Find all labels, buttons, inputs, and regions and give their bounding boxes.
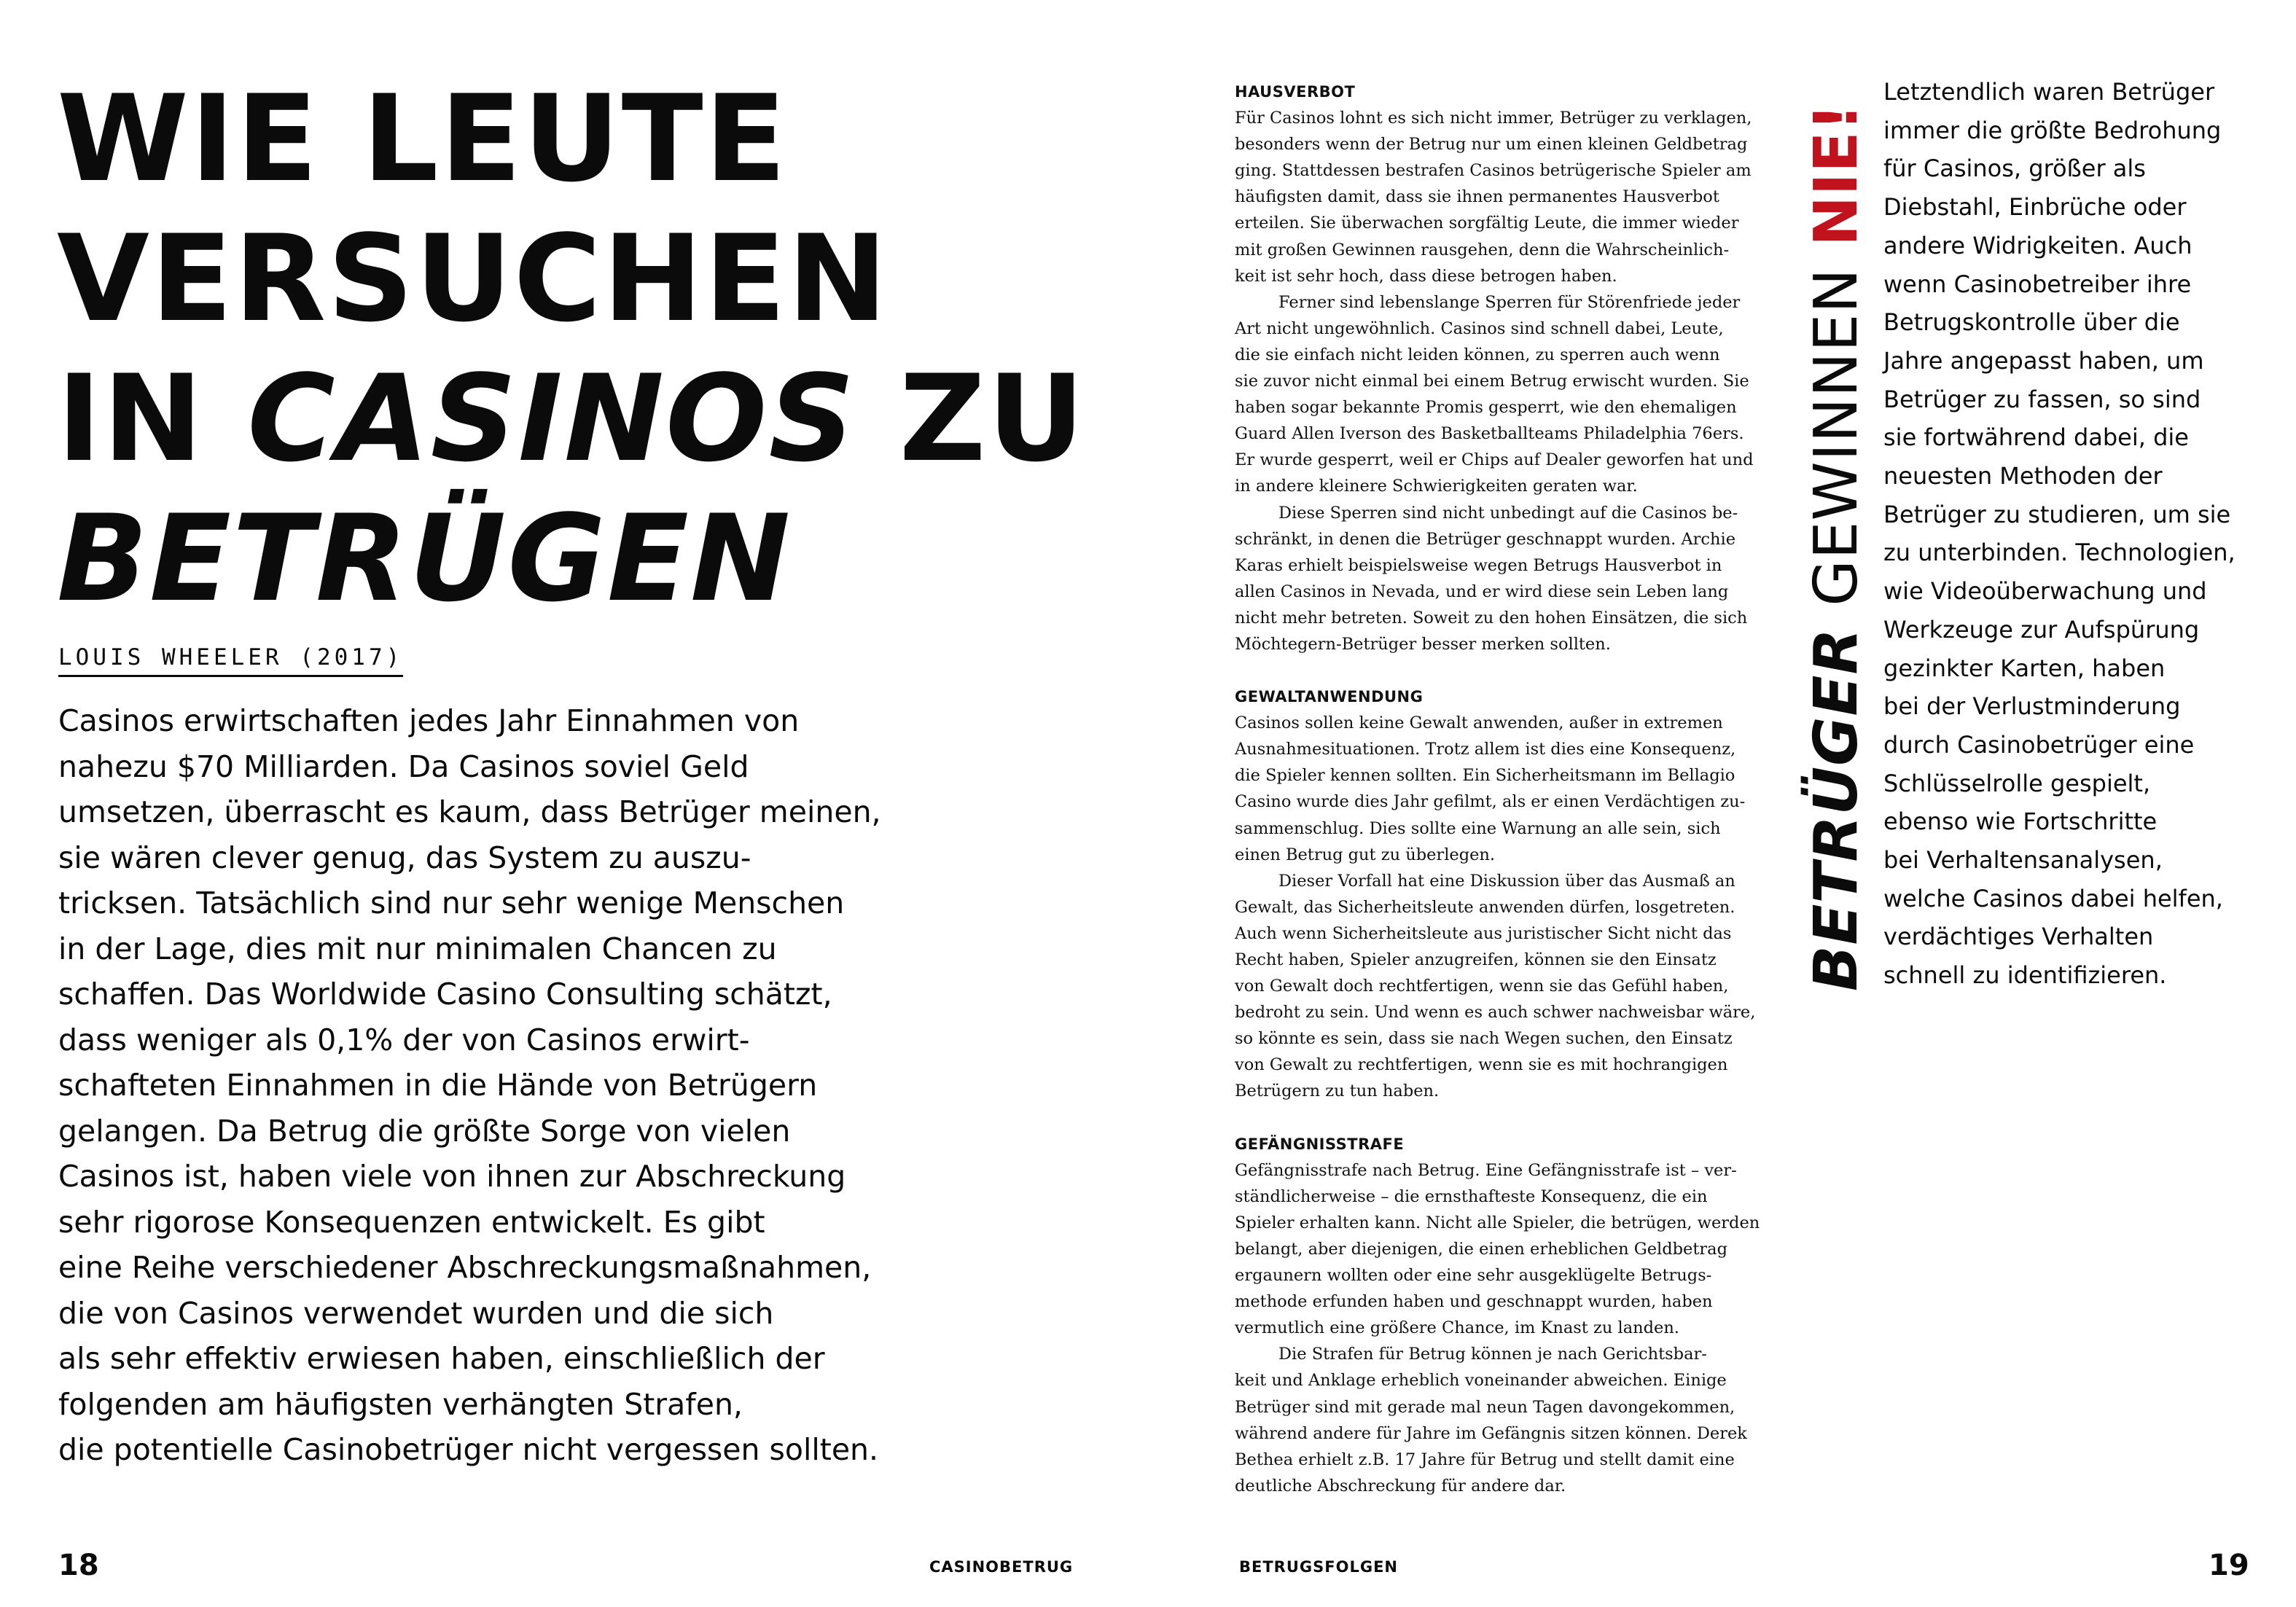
intro-paragraph <box>58 698 881 1473</box>
sidebar-line: für Casinos, größer als <box>1883 155 2146 183</box>
paragraph-line: Für Casinos lohnt es sich nicht immer, Betrüger zu verklagen, <box>1235 109 1752 128</box>
page-title <box>57 69 1150 629</box>
sidebar-line: zu unterbinden. Technologien, <box>1883 539 2236 567</box>
sidebar-line: neuesten Methoden der <box>1883 462 2163 490</box>
paragraph-line: ging. Stattdessen bestrafen Casinos betrügerische Spieler am <box>1235 161 1752 181</box>
paragraph-line: Casino wurde dies Jahr gefilmt, als er einen Verdächtigen zu- <box>1235 792 1746 812</box>
sidebar-line: Betrüger zu fassen, so sind <box>1883 385 2201 413</box>
paragraph-line: in andere kleinere Schwierigkeiten geraten war. <box>1235 477 1638 496</box>
section-heading: HAUSVERBOT <box>1235 83 1356 101</box>
sidebar-line: andere Widrigkeiten. Auch <box>1883 231 2192 259</box>
title-line-3-italic: CASINOS <box>247 349 856 488</box>
section-spacer <box>1235 1105 1725 1131</box>
sidebar-line: durch Casinobetrüger eine <box>1883 730 2195 759</box>
paragraph-line: schränkt, in denen die Betrüger geschnappt wurden. Archie <box>1235 529 1736 549</box>
intro-line: sehr rigorose Konsequenzen entwickelt. Es gibt <box>58 1204 765 1240</box>
paragraph-line: Dieser Vorfall hat eine Diskussion über das Ausmaß an <box>1278 871 1735 891</box>
vertical-title <box>1800 103 1873 991</box>
title-line-3-start: IN <box>57 349 248 488</box>
intro-line: eine Reihe verschiedener Abschreckungsmaßnahmen, <box>58 1250 872 1285</box>
intro-line: Casinos ist, haben viele von ihnen zur Abschreckung <box>58 1159 846 1194</box>
intro-line: Casinos erwirtschaften jedes Jahr Einnahmen von <box>58 703 800 738</box>
paragraph-line: Ausnahmesituationen. Trotz allem ist dies eine Konsequenz, <box>1235 740 1736 759</box>
paragraph-line: Gewalt, das Sicherheitsleute anwenden dürfen, losgetreten. <box>1235 897 1735 917</box>
paragraph-line: allen Casinos in Nevada, und er wird diese sein Leben lang <box>1235 582 1729 601</box>
intro-line: in der Lage, dies mit nur minimalen Chancen zu <box>58 931 777 966</box>
page-number-left: 18 <box>58 1549 99 1582</box>
intro-line: schaffen. Das Worldwide Casino Consulting schätzt, <box>58 977 832 1012</box>
paragraph-line: einen Betrug gut zu überlegen. <box>1235 845 1496 864</box>
sidebar-line: Schlüsselrolle gespielt, <box>1883 769 2151 797</box>
paragraph-line: nicht mehr betreten. Soweit zu den hohen Einsätzen, die sich <box>1235 608 1748 627</box>
sidebar-line: Jahre angepasst haben, um <box>1883 346 2204 375</box>
paragraph-line: Diese Sperren sind nicht unbedingt auf die Casinos be- <box>1278 503 1738 523</box>
article-column <box>1235 79 1760 1499</box>
sidebar-line: gezinkter Karten, haben <box>1883 654 2166 682</box>
title-line-3 <box>57 349 1150 489</box>
paragraph-line: während andere für Jahre im Gefängnis sitzen können. Derek <box>1235 1423 1747 1443</box>
paragraph-line: erteilen. Sie überwachen sorgfältig Leute, die immer wieder <box>1235 214 1739 233</box>
section-heading: GEWALTANWENDUNG <box>1235 688 1424 706</box>
paragraph-line: Gefängnisstrafe nach Betrug. Eine Gefängnisstrafe ist – ver- <box>1235 1160 1737 1180</box>
sidebar-line: Werkzeuge zur Aufspürung <box>1883 615 2200 644</box>
page-number-right: 19 <box>2209 1549 2249 1582</box>
paragraph-line: die Spieler kennen sollten. Ein Sicherheitsmann im Bellagio <box>1235 766 1735 786</box>
sidebar-line: Betrüger zu studieren, um sie <box>1883 500 2231 528</box>
section-heading: GEFÄNGNISSTRAFE <box>1235 1135 1405 1153</box>
vertical-title-word-2: GEWINNEN <box>1802 267 1871 606</box>
intro-line: umsetzen, überrascht es kaum, dass Betrüger meinen, <box>58 794 881 829</box>
sidebar-line: Letztendlich waren Betrüger <box>1883 78 2215 106</box>
paragraph-line: belangt, aber diejenigen, die einen erheblichen Geldbetrag <box>1235 1239 1727 1259</box>
paragraph-line: sie zuvor nicht einmal bei einem Betrug erwischt wurden. Sie <box>1235 372 1749 391</box>
intro-line: sie wären clever genug, das System zu auszu- <box>58 840 751 875</box>
section-spacer <box>1235 657 1725 684</box>
sidebar-line: wie Videoüberwachung und <box>1883 577 2207 606</box>
intro-line: als sehr effektiv erwiesen haben, einschließlich der <box>58 1341 825 1376</box>
sidebar-line: sie fortwährend dabei, die <box>1883 423 2189 452</box>
title-line-1: WIE LEUTE <box>57 69 788 208</box>
running-head-left: CASINOBETRUG <box>929 1558 1074 1576</box>
paragraph-line: Art nicht ungewöhnlich. Casinos sind schnell dabei, Leute, <box>1235 318 1724 338</box>
intro-line: gelangen. Da Betrug die größte Sorge von vielen <box>58 1113 791 1149</box>
paragraph-line: methode erfunden haben und geschnappt wurden, haben <box>1235 1292 1713 1312</box>
author-byline: LOUIS WHEELER (2017) <box>58 644 403 677</box>
intro-line: die von Casinos verwendet wurden und die sich <box>58 1295 774 1331</box>
paragraph-line: häufigsten damit, dass sie ihnen permanentes Hausverbot <box>1235 187 1719 207</box>
paragraph-line: deutliche Abschreckung für andere dar. <box>1235 1476 1566 1495</box>
intro-line: schafteten Einnahmen in die Hände von Betrügern <box>58 1068 818 1103</box>
sidebar-line: verdächtiges Verhalten <box>1883 923 2154 951</box>
paragraph-line: Betrüger sind mit gerade mal neun Tagen davongekommen, <box>1235 1397 1735 1417</box>
paragraph-line: vermutlich eine größere Chance, im Knast zu landen. <box>1235 1318 1679 1338</box>
paragraph-line: ständlicherweise – die ernsthafteste Konsequenz, die ein <box>1235 1186 1708 1206</box>
paragraph-line: Casinos sollen keine Gewalt anwenden, außer in extremen <box>1235 713 1723 733</box>
paragraph-line: Bethea erhielt z.B. 17 Jahre für Betrug und stellt damit eine <box>1235 1450 1735 1469</box>
paragraph-line: bedroht zu sein. Und wenn es auch schwer nachweisbar wäre, <box>1235 1003 1756 1023</box>
paragraph-line: Die Strafen für Betrug können je nach Gerichtsbar- <box>1278 1345 1707 1364</box>
running-head-right: BETRUGSFOLGEN <box>1239 1558 1398 1576</box>
sidebar-text <box>1883 73 2236 995</box>
paragraph-line: keit und Anklage erheblich voneinander abweichen. Einige <box>1235 1371 1727 1391</box>
sidebar-line: ebenso wie Fortschritte <box>1883 808 2158 836</box>
sidebar-line: wenn Casinobetreiber ihre <box>1883 270 2192 298</box>
vertical-title-word-3: NIE! <box>1802 103 1871 246</box>
intro-line: tricksen. Tatsächlich sind nur sehr wenige Menschen <box>58 885 845 920</box>
title-line-3-end: ZU <box>856 349 1086 488</box>
paragraph-line: Guard Allen Iverson des Basketballteams Philadelphia 76ers. <box>1235 424 1744 444</box>
paragraph-line: die sie einfach nicht leiden können, zu sperren auch wenn <box>1235 345 1720 364</box>
paragraph-line: so könnte es sein, dass sie nach Wegen suchen, den Einsatz <box>1235 1029 1733 1049</box>
paragraph-line: von Gewalt doch rechtfertigen, wenn sie das Gefühl haben, <box>1235 977 1729 996</box>
paragraph-line: Betrügern zu tun haben. <box>1235 1082 1440 1101</box>
paragraph-line: Karas erhielt beispielsweise wegen Betrugs Hausverbot in <box>1235 555 1722 575</box>
paragraph-line: Ferner sind lebenslange Sperren für Störenfriede jeder <box>1278 292 1741 312</box>
paragraph-line: Er wurde gesperrt, weil er Chips auf Dealer geworfen hat und <box>1235 450 1754 470</box>
sidebar-line: schnell zu identifizieren. <box>1883 961 2167 990</box>
sidebar-line: welche Casinos dabei helfen, <box>1883 884 2223 912</box>
intro-line: folgenden am häufigsten verhängten Strafen, <box>58 1386 743 1422</box>
paragraph-line: mit großen Gewinnen rausgehen, denn die Wahrscheinlich- <box>1235 240 1730 259</box>
sidebar-line: bei Verhaltensanalysen, <box>1883 846 2163 875</box>
paragraph-line: haben sogar bekannte Promis gesperrt, wie den ehemaligen <box>1235 398 1737 418</box>
paragraph-line: Recht haben, Spieler anzugreifen, können sie den Einsatz <box>1235 950 1717 969</box>
paragraph-line: Auch wenn Sicherheitsleute aus juristischer Sicht nicht das <box>1235 923 1732 943</box>
title-line-2: VERSUCHEN <box>57 209 889 348</box>
paragraph-line: sammenschlug. Dies sollte eine Warnung an alle sein, sich <box>1235 818 1721 838</box>
intro-line: nahezu $70 Milliarden. Da Casinos soviel Geld <box>58 748 749 784</box>
paragraph-line: Möchtegern-Betrüger besser merken sollten. <box>1235 634 1611 654</box>
paragraph-line: besonders wenn der Betrug nur um einen kleinen Geldbetrag <box>1235 135 1748 155</box>
vertical-title-word-1: BETRÜGER <box>1802 627 1871 991</box>
paragraph-line: keit ist sehr hoch, dass diese betrogen haben. <box>1235 266 1617 286</box>
title-line-4: BETRÜGEN <box>57 489 792 628</box>
sidebar-line: immer die größte Bedrohung <box>1883 116 2222 144</box>
sidebar-line: Diebstahl, Einbrüche oder <box>1883 193 2187 222</box>
sidebar-line: bei der Verlustminderung <box>1883 692 2181 721</box>
intro-line: die potentielle Casinobetrüger nicht vergessen sollten. <box>58 1432 879 1467</box>
sidebar-line: Betrugskontrolle über die <box>1883 308 2180 337</box>
paragraph-line: Spieler erhalten kann. Nicht alle Spieler, die betrügen, werden <box>1235 1213 1760 1232</box>
paragraph-line: von Gewalt zu rechtfertigen, wenn sie es mit hochrangigen <box>1235 1055 1728 1075</box>
intro-line: dass weniger als 0,1% der von Casinos erwirt- <box>58 1022 750 1057</box>
paragraph-line: ergaunern wollten oder eine sehr ausgeklügelte Betrugs- <box>1235 1266 1712 1286</box>
